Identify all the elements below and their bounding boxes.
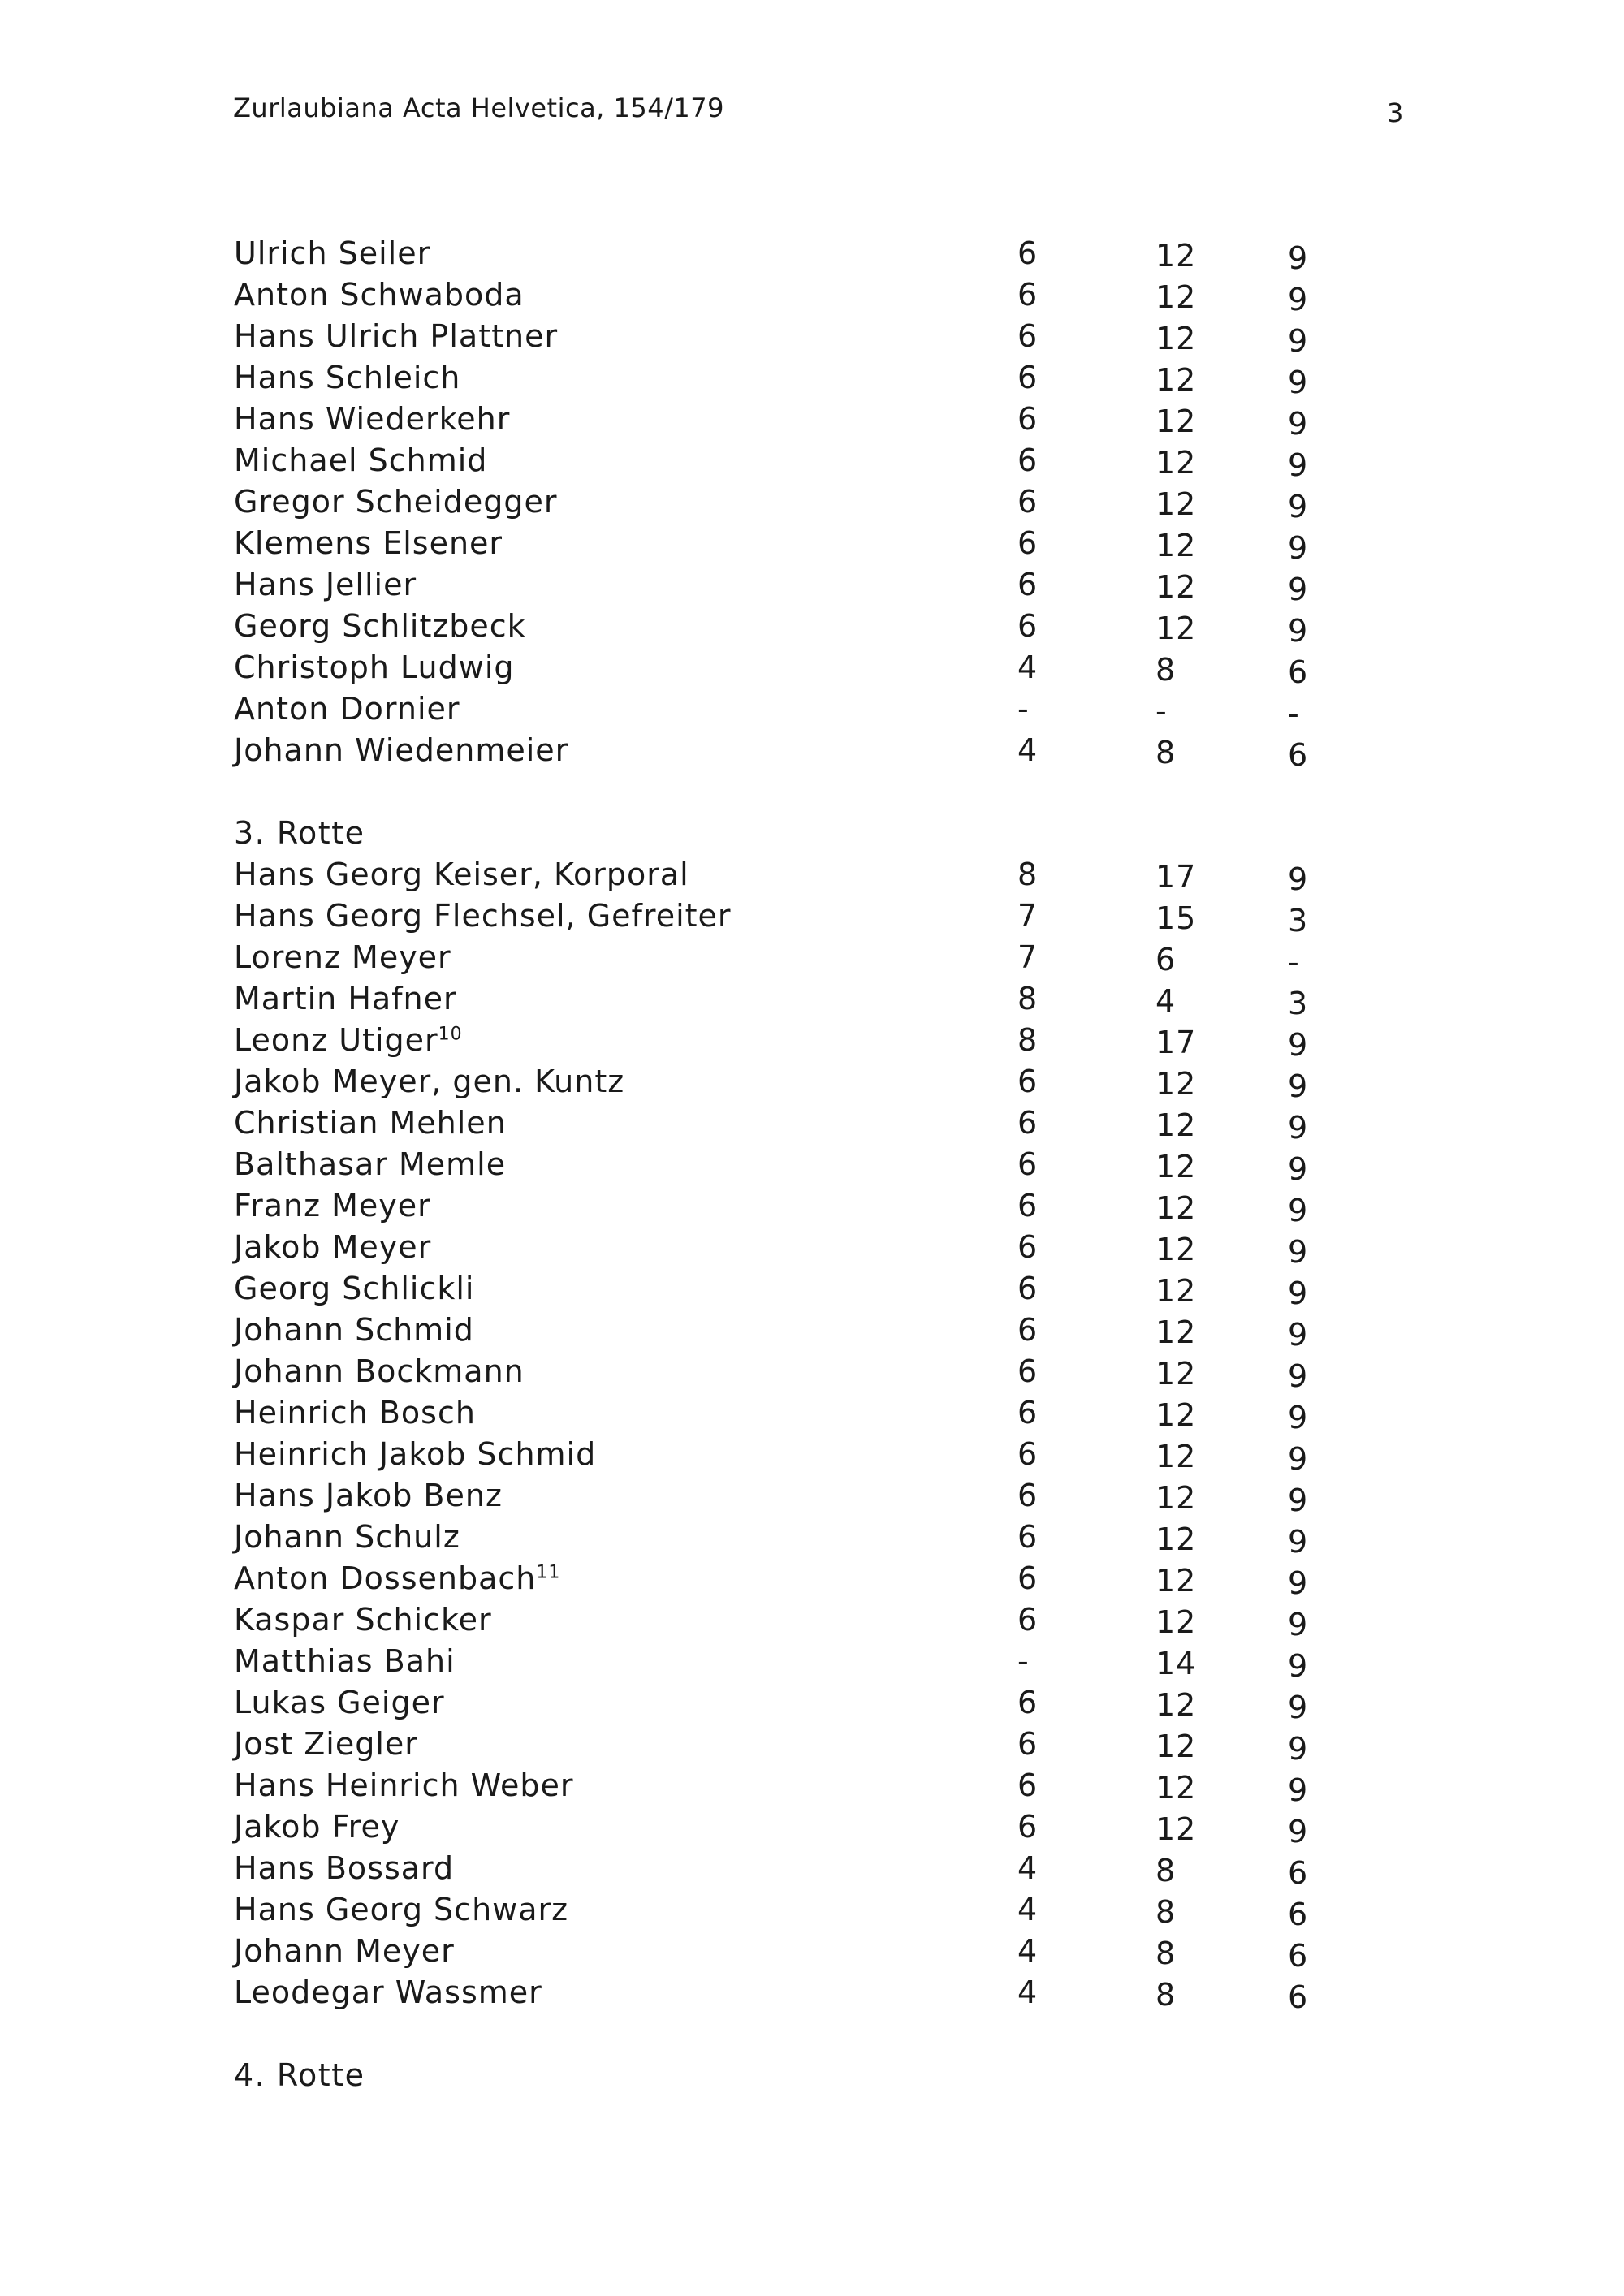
- table-row: [0, 1685, 1624, 1726]
- value-c1: 6: [1017, 1064, 1039, 1099]
- value-c1: 4: [1017, 732, 1039, 768]
- spacer: [0, 774, 1624, 815]
- value-c2: 12: [1155, 611, 1197, 646]
- value-c1: 6: [1017, 1560, 1039, 1596]
- value-c2: 12: [1155, 1232, 1197, 1267]
- person-name-text: Johann Wiedenmeier: [234, 732, 569, 768]
- value-c3: 6: [1288, 1897, 1309, 1932]
- value-c2: 12: [1155, 528, 1197, 563]
- value-c3: 9: [1288, 489, 1309, 524]
- table-row: [0, 1850, 1624, 1892]
- table-row: [0, 1312, 1624, 1353]
- value-c3: 9: [1288, 1151, 1309, 1187]
- person-name: [234, 235, 430, 271]
- section-heading-text: 3. Rotte: [234, 815, 365, 851]
- value-c2: 12: [1155, 1356, 1197, 1392]
- table-row: [0, 732, 1624, 774]
- table-row: [0, 1602, 1624, 1643]
- value-c2: 14: [1155, 1646, 1197, 1681]
- value-c3: 9: [1288, 1068, 1309, 1104]
- value-c3: 6: [1288, 737, 1309, 773]
- table-row: [0, 235, 1624, 277]
- person-name-text: Christoph Ludwig: [234, 650, 515, 685]
- value-c3: 9: [1288, 1193, 1309, 1228]
- value-c1: 6: [1017, 360, 1039, 395]
- table-row: [0, 1478, 1624, 1519]
- value-c2: 12: [1155, 1604, 1197, 1640]
- value-c1: 6: [1017, 442, 1039, 478]
- value-c1: -: [1017, 1643, 1030, 1679]
- person-name: [234, 1395, 476, 1431]
- value-c2: 12: [1155, 569, 1197, 605]
- table-row: [0, 1974, 1624, 2016]
- person-name: [234, 1478, 503, 1513]
- value-c2: 12: [1155, 1563, 1197, 1599]
- person-name-text: Kaspar Schicker: [234, 1602, 492, 1638]
- value-c2: 12: [1155, 362, 1197, 398]
- value-c3: 9: [1288, 861, 1309, 897]
- person-name: [234, 1726, 418, 1762]
- value-c2: 12: [1155, 1521, 1197, 1557]
- value-c2: 12: [1155, 1728, 1197, 1764]
- person-name: [234, 525, 503, 561]
- person-name: [234, 1188, 431, 1224]
- value-c3: 9: [1288, 1400, 1309, 1435]
- value-c1: 6: [1017, 1395, 1039, 1431]
- table-row: [0, 401, 1624, 442]
- value-c3: 9: [1288, 282, 1309, 317]
- person-name-text: Georg Schlickli: [234, 1271, 475, 1306]
- value-c2: 12: [1155, 1687, 1197, 1723]
- table-row: [0, 318, 1624, 360]
- value-c2: 12: [1155, 1107, 1197, 1143]
- person-name-text: Martin Hafner: [234, 981, 457, 1016]
- value-c2: -: [1155, 693, 1168, 729]
- table-row: [0, 1643, 1624, 1685]
- person-name-text: Michael Schmid: [234, 442, 488, 478]
- person-name: [234, 732, 568, 768]
- value-c1: 6: [1017, 1809, 1039, 1845]
- person-name: [234, 1353, 525, 1389]
- person-name-text: Hans Jakob Benz: [234, 1478, 503, 1513]
- person-name-text: Georg Schlitzbeck: [234, 608, 526, 644]
- value-c2: 12: [1155, 1439, 1197, 1474]
- value-c1: 7: [1017, 898, 1039, 934]
- table-row: [0, 1892, 1624, 1933]
- value-c3: 9: [1288, 1234, 1309, 1270]
- value-c1: 8: [1017, 981, 1039, 1016]
- person-name-text: Christian Mehlen: [234, 1105, 507, 1141]
- value-c2: 12: [1155, 1480, 1197, 1516]
- person-name-text: Leonz Utiger: [234, 1022, 438, 1058]
- value-c1: -: [1017, 691, 1030, 727]
- person-name-text: Hans Ulrich Plattner: [234, 318, 559, 354]
- value-c1: 6: [1017, 608, 1039, 644]
- person-name-text: Johann Schmid: [234, 1312, 474, 1348]
- value-c1: 4: [1017, 650, 1039, 685]
- value-c3: 9: [1288, 1690, 1309, 1725]
- value-c3: 9: [1288, 1772, 1309, 1808]
- person-name-text: Hans Georg Flechsel, Gefreiter: [234, 898, 732, 934]
- section-heading: [0, 2057, 1624, 2099]
- value-c2: 12: [1155, 1811, 1197, 1847]
- value-c2: 8: [1155, 1977, 1177, 2013]
- person-name-text: Matthias Bahi: [234, 1643, 456, 1679]
- person-name: [234, 360, 460, 395]
- value-c1: 6: [1017, 525, 1039, 561]
- table-row: [0, 1809, 1624, 1850]
- value-c3: 9: [1288, 1648, 1309, 1684]
- value-c3: 9: [1288, 1027, 1309, 1063]
- value-c3: -: [1288, 944, 1300, 980]
- value-c2: 12: [1155, 1149, 1197, 1185]
- person-name: [234, 1229, 431, 1265]
- person-name-text: Anton Schwaboda: [234, 277, 525, 313]
- person-name: [234, 1560, 560, 1596]
- person-name-text: Hans Schleich: [234, 360, 461, 395]
- value-c3: 9: [1288, 572, 1309, 607]
- value-c1: 6: [1017, 1353, 1039, 1389]
- running-header-title: Zurlaubiana Acta Helvetica, 154/179: [233, 93, 724, 123]
- person-name: [234, 1892, 568, 1927]
- value-c3: 6: [1288, 1979, 1309, 2015]
- value-c3: 6: [1288, 1855, 1309, 1891]
- value-c1: 6: [1017, 1229, 1039, 1265]
- table-row: [0, 1188, 1624, 1229]
- value-c2: 17: [1155, 1025, 1197, 1060]
- value-c3: 9: [1288, 1482, 1309, 1518]
- value-c2: 4: [1155, 983, 1177, 1019]
- table-row: [0, 360, 1624, 401]
- person-name: [234, 1643, 456, 1679]
- value-c1: 6: [1017, 1767, 1039, 1803]
- person-name-text: Hans Georg Keiser, Korporal: [234, 857, 689, 892]
- person-name: [234, 318, 558, 354]
- value-c3: 3: [1288, 903, 1309, 939]
- person-name: [234, 1850, 454, 1886]
- value-c2: 12: [1155, 1314, 1197, 1350]
- table-row: [0, 1105, 1624, 1146]
- value-c3: 9: [1288, 447, 1309, 483]
- page-number: 3: [1387, 97, 1404, 128]
- table-row: [0, 650, 1624, 691]
- person-name-text: Hans Wiederkehr: [234, 401, 511, 437]
- table-row: [0, 857, 1624, 898]
- value-c1: 6: [1017, 1146, 1039, 1182]
- person-name-text: Hans Heinrich Weber: [234, 1767, 574, 1803]
- roster-list: [0, 235, 1624, 2099]
- person-name: [234, 1767, 574, 1803]
- value-c1: 6: [1017, 1602, 1039, 1638]
- value-c2: 12: [1155, 1273, 1197, 1309]
- person-name-text: Anton Dornier: [234, 691, 460, 727]
- table-row: [0, 277, 1624, 318]
- value-c1: 7: [1017, 939, 1039, 975]
- value-c2: 12: [1155, 1190, 1197, 1226]
- person-name: [234, 401, 510, 437]
- person-name-text: Johann Bockmann: [234, 1353, 525, 1389]
- value-c1: 6: [1017, 318, 1039, 354]
- value-c1: 6: [1017, 1105, 1039, 1141]
- table-row: [0, 1560, 1624, 1602]
- value-c3: 9: [1288, 1358, 1309, 1394]
- value-c2: 12: [1155, 279, 1197, 315]
- table-row: [0, 1767, 1624, 1809]
- value-c3: 9: [1288, 1565, 1309, 1601]
- person-name-text: Lorenz Meyer: [234, 939, 451, 975]
- value-c2: 6: [1155, 942, 1177, 978]
- value-c2: 17: [1155, 859, 1197, 895]
- value-c3: 9: [1288, 323, 1309, 359]
- table-row: [0, 981, 1624, 1022]
- person-name-text: Hans Georg Schwarz: [234, 1892, 569, 1927]
- person-name: [234, 650, 515, 685]
- value-c3: -: [1288, 696, 1300, 732]
- value-c1: 6: [1017, 1188, 1039, 1224]
- table-row: [0, 1271, 1624, 1312]
- value-c1: 6: [1017, 484, 1039, 520]
- section-heading: [0, 815, 1624, 857]
- person-name-text: Klemens Elsener: [234, 525, 503, 561]
- table-row: [0, 1064, 1624, 1105]
- person-name-text: Jost Ziegler: [234, 1726, 418, 1762]
- value-c3: 9: [1288, 240, 1309, 276]
- table-row: [0, 525, 1624, 567]
- person-name-text: Jakob Meyer, gen. Kuntz: [234, 1064, 625, 1099]
- table-row: [0, 691, 1624, 732]
- person-name: [234, 1602, 492, 1638]
- table-row: [0, 608, 1624, 650]
- table-row: [0, 1353, 1624, 1395]
- value-c2: 12: [1155, 404, 1197, 439]
- footnote-marker[interactable]: 11: [536, 1562, 561, 1583]
- person-name: [234, 1105, 507, 1141]
- table-row: [0, 1146, 1624, 1188]
- person-name: [234, 1064, 624, 1099]
- table-row: [0, 1933, 1624, 1974]
- value-c2: 12: [1155, 1397, 1197, 1433]
- value-c2: 8: [1155, 1853, 1177, 1888]
- value-c1: 8: [1017, 857, 1039, 892]
- value-c3: 9: [1288, 1110, 1309, 1146]
- value-c2: 12: [1155, 445, 1197, 481]
- person-name: [234, 981, 457, 1016]
- value-c3: 9: [1288, 1441, 1309, 1477]
- value-c1: 4: [1017, 1850, 1039, 1886]
- value-c1: 6: [1017, 1271, 1039, 1306]
- value-c1: 6: [1017, 1436, 1039, 1472]
- person-name-text: Franz Meyer: [234, 1188, 431, 1224]
- value-c2: 12: [1155, 238, 1197, 274]
- value-c3: 9: [1288, 1317, 1309, 1353]
- value-c2: 8: [1155, 735, 1177, 770]
- table-row: [0, 484, 1624, 525]
- person-name: [234, 691, 460, 727]
- value-c1: 4: [1017, 1892, 1039, 1927]
- value-c2: 12: [1155, 1066, 1197, 1102]
- value-c3: 9: [1288, 1275, 1309, 1311]
- spacer: [0, 2016, 1624, 2057]
- value-c1: 6: [1017, 1519, 1039, 1555]
- person-name: [234, 442, 487, 478]
- value-c2: 12: [1155, 486, 1197, 522]
- person-name-text: Leodegar Wassmer: [234, 1974, 542, 2010]
- table-row: [0, 1395, 1624, 1436]
- table-row: [0, 442, 1624, 484]
- person-name-text: Jakob Frey: [234, 1809, 400, 1845]
- person-name: [234, 567, 417, 602]
- value-c1: 6: [1017, 1312, 1039, 1348]
- footnote-marker[interactable]: 10: [438, 1024, 463, 1045]
- person-name: [234, 1974, 542, 2010]
- person-name-text: Gregor Scheidegger: [234, 484, 558, 520]
- value-c3: 9: [1288, 406, 1309, 442]
- table-row: [0, 939, 1624, 981]
- person-name: [234, 1312, 474, 1348]
- value-c1: 6: [1017, 1726, 1039, 1762]
- person-name-text: Hans Bossard: [234, 1850, 455, 1886]
- person-name: [234, 1933, 455, 1969]
- value-c3: 9: [1288, 1814, 1309, 1849]
- person-name-text: Johann Schulz: [234, 1519, 460, 1555]
- person-name-text: Johann Meyer: [234, 1933, 455, 1969]
- value-c1: 6: [1017, 235, 1039, 271]
- table-row: [0, 567, 1624, 608]
- value-c2: 8: [1155, 1894, 1177, 1930]
- value-c3: 6: [1288, 654, 1309, 690]
- value-c3: 6: [1288, 1938, 1309, 1974]
- value-c1: 8: [1017, 1022, 1039, 1058]
- person-name: [234, 898, 732, 934]
- value-c1: 6: [1017, 1478, 1039, 1513]
- person-name-text: Anton Dossenbach: [234, 1560, 537, 1596]
- value-c1: 4: [1017, 1974, 1039, 2010]
- value-c1: 4: [1017, 1933, 1039, 1969]
- person-name-text: Lukas Geiger: [234, 1685, 445, 1720]
- person-name: [234, 1685, 445, 1720]
- person-name: [234, 1271, 474, 1306]
- person-name-text: Jakob Meyer: [234, 1229, 432, 1265]
- person-name: [234, 277, 525, 313]
- value-c1: 6: [1017, 277, 1039, 313]
- person-name: [234, 484, 557, 520]
- value-c1: 6: [1017, 401, 1039, 437]
- person-name-text: Ulrich Seiler: [234, 235, 431, 271]
- value-c2: 12: [1155, 1770, 1197, 1806]
- value-c3: 3: [1288, 986, 1309, 1021]
- person-name: [234, 857, 689, 892]
- value-c2: 15: [1155, 900, 1197, 936]
- table-row: [0, 1022, 1624, 1064]
- value-c2: 12: [1155, 321, 1197, 356]
- table-row: [0, 1436, 1624, 1478]
- value-c3: 9: [1288, 1524, 1309, 1560]
- person-name-text: Hans Jellier: [234, 567, 417, 602]
- table-row: [0, 1229, 1624, 1271]
- value-c3: 9: [1288, 365, 1309, 400]
- section-heading-text: 4. Rotte: [234, 2057, 365, 2093]
- person-name: [234, 1146, 506, 1182]
- value-c3: 9: [1288, 1731, 1309, 1767]
- person-name-text: Heinrich Bosch: [234, 1395, 476, 1431]
- person-name: [234, 1022, 463, 1058]
- value-c3: 9: [1288, 1607, 1309, 1642]
- value-c3: 9: [1288, 530, 1309, 566]
- person-name-text: Heinrich Jakob Schmid: [234, 1436, 597, 1472]
- table-row: [0, 898, 1624, 939]
- person-name: [234, 608, 526, 644]
- person-name: [234, 1519, 460, 1555]
- value-c2: 8: [1155, 652, 1177, 688]
- value-c3: 9: [1288, 613, 1309, 649]
- value-c1: 6: [1017, 567, 1039, 602]
- person-name: [234, 939, 451, 975]
- person-name: [234, 1809, 400, 1845]
- person-name-text: Balthasar Memle: [234, 1146, 507, 1182]
- value-c2: 8: [1155, 1936, 1177, 1971]
- person-name: [234, 1436, 596, 1472]
- value-c1: 6: [1017, 1685, 1039, 1720]
- table-row: [0, 1519, 1624, 1560]
- table-row: [0, 1726, 1624, 1767]
